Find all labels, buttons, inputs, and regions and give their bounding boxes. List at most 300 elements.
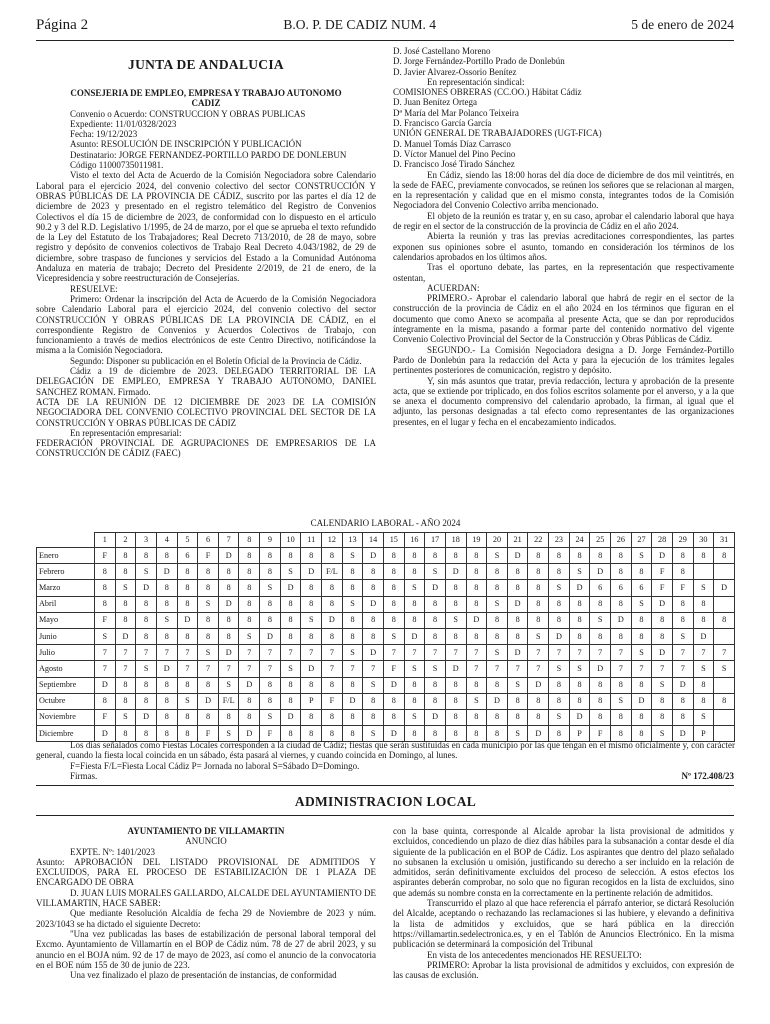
section-title-admin: ADMINISTRACION LOCAL xyxy=(294,794,477,809)
calendar-cell: S xyxy=(342,645,363,661)
calendar-cell: 8 xyxy=(95,580,116,596)
calendar-cell: S xyxy=(280,564,301,580)
calendar-cell: 8 xyxy=(652,612,673,628)
calendar-cell: D xyxy=(569,580,590,596)
calendar-cell: 8 xyxy=(177,709,198,725)
calendar-cell: 8 xyxy=(342,677,363,693)
union-name: UNIÓN GENERAL DE TRABAJADORES (UGT-FICA) xyxy=(393,128,602,139)
calendar-month-row xyxy=(37,677,735,693)
calendar-cell: 8 xyxy=(404,564,425,580)
calendar-cell: S xyxy=(404,709,425,725)
calendar-cell: 8 xyxy=(693,693,714,709)
calendar-cell: P xyxy=(301,693,322,709)
calendar-cell: 7 xyxy=(260,661,281,677)
calendar-cell: D xyxy=(693,628,714,644)
calendar-cell: 8 xyxy=(363,612,384,628)
calendar-cell: S xyxy=(425,564,446,580)
calendar-cell: S xyxy=(95,628,116,644)
calendar-cell: D xyxy=(590,564,611,580)
calendar-cell: 8 xyxy=(198,612,219,628)
firmas-label: Firmas. xyxy=(70,770,98,781)
calendar-cell: 8 xyxy=(549,548,570,564)
calendar-cell: S xyxy=(466,693,487,709)
calendar-cell: S xyxy=(528,628,549,644)
info-line: Expediente: 11/01/0328/2023 xyxy=(70,118,177,129)
calendar-month-label: Diciembre xyxy=(37,726,95,742)
calendar-day-number: 11 xyxy=(301,533,322,548)
calendar-cell: 8 xyxy=(425,612,446,628)
calendar-day-number: 17 xyxy=(425,533,446,548)
calendar-cell: F xyxy=(260,726,281,742)
calendar-cell: 8 xyxy=(383,709,404,725)
calendar-cell: 7 xyxy=(301,645,322,661)
calendar-cell: 8 xyxy=(239,564,260,580)
calendar-cell: D xyxy=(218,596,239,612)
calendar-cell: 6 xyxy=(611,580,632,596)
ayuntamiento-title: AYUNTAMIENTO DE VILLAMARTIN xyxy=(127,826,285,836)
calendar-cell: D xyxy=(507,596,528,612)
calendar-cell: S xyxy=(136,661,157,677)
calendar-month-row xyxy=(37,564,735,580)
calendar-cell: 7 xyxy=(239,645,260,661)
calendar-cell: F/L xyxy=(322,564,343,580)
calendar-cell: 8 xyxy=(218,709,239,725)
calendar-cell: 8 xyxy=(280,726,301,742)
calendar-cell: F xyxy=(652,564,673,580)
calendar-cell: 8 xyxy=(198,564,219,580)
calendar-day-number: 10 xyxy=(280,533,301,548)
calendar-cell: 8 xyxy=(611,709,632,725)
calendar-cell: D xyxy=(631,693,652,709)
calendar-cell: 8 xyxy=(280,693,301,709)
calendar-cell: 8 xyxy=(487,677,508,693)
calendar-cell: S xyxy=(136,564,157,580)
calendar-cell: 8 xyxy=(280,548,301,564)
calendar-cell: D xyxy=(136,709,157,725)
calendar-cell: 6 xyxy=(177,548,198,564)
member-name: D. Manuel Tomás Díaz Carrasco xyxy=(393,138,511,149)
calendar-cell: 8 xyxy=(156,693,177,709)
calendar-cell: 8 xyxy=(383,548,404,564)
calendar-cell: 8 xyxy=(611,677,632,693)
calendar-cell: 7 xyxy=(95,645,116,661)
calendar-cell: 8 xyxy=(528,612,549,628)
calendar-cell: 8 xyxy=(198,628,219,644)
calendar-cell: 7 xyxy=(218,661,239,677)
calendar-cell: S xyxy=(611,693,632,709)
calendar-cell: 8 xyxy=(136,548,157,564)
calendar-cell: 8 xyxy=(177,564,198,580)
calendar-cell: D xyxy=(507,645,528,661)
calendar-month-row xyxy=(37,628,735,644)
calendar-cell: F xyxy=(95,709,116,725)
calendar-month-label: Agosto xyxy=(37,661,95,677)
calendar-cell: 7 xyxy=(549,645,570,661)
calendar-cell: 8 xyxy=(115,693,136,709)
calendar-cell: D xyxy=(115,628,136,644)
calendar-cell: S xyxy=(342,596,363,612)
calendar-month-label: Enero xyxy=(37,548,95,564)
calendar-cell: 7 xyxy=(95,661,116,677)
calendar-month-row xyxy=(37,596,735,612)
calendar-day-number: 30 xyxy=(693,533,714,548)
calendar-cell: 8 xyxy=(363,580,384,596)
calendar-cell: 8 xyxy=(507,693,528,709)
calendar-cell: 8 xyxy=(404,612,425,628)
calendar-cell: S xyxy=(425,661,446,677)
calendar-cell: 8 xyxy=(383,580,404,596)
calendar-cell: 8 xyxy=(425,677,446,693)
calendar-day-number: 16 xyxy=(404,533,425,548)
calendar-note: Los días señalados como Fiestas Locales corresponden a la ciudad de Cádiz; fiestas que serán sustituidas en cada municipio por las que tengan en el mismo oficialmente y, con carácter general, cuando la fiesta local coincida en un sábado, ésta pasará al viernes, y cuando coincida en Domingo, al lunes. xyxy=(36,740,735,761)
info-line: Asunto: RESOLUCIÓN DE INSCRIPCIÓN Y PUBLICACIÓN xyxy=(70,139,302,150)
calendar-cell: D xyxy=(487,693,508,709)
calendar-cell: 8 xyxy=(714,693,735,709)
calendar-cell: 8 xyxy=(672,564,693,580)
calendar-day-number: 29 xyxy=(672,533,693,548)
calendar-cell: S xyxy=(693,709,714,725)
calendar-cell: S xyxy=(569,661,590,677)
calendar-cell: 8 xyxy=(693,596,714,612)
calendar-cell: 8 xyxy=(198,580,219,596)
calendar-cell: S xyxy=(549,580,570,596)
calendar-month-label: Septiembre xyxy=(37,677,95,693)
calendar-cell: 8 xyxy=(136,677,157,693)
asunto: Asunto: APROBACIÓN DEL LISTADO PROVISIONAL DE ADMITIDOS Y EXCLUIDOS, PARA EL PROCESO DE ESTABILIZACIÓN DE 1 PLAZA DE ENCARGADO DE OBRA xyxy=(36,856,376,888)
calendar-cell: 8 xyxy=(693,548,714,564)
calendar-cell: 7 xyxy=(115,661,136,677)
calendar-cell xyxy=(714,628,735,644)
publication-title: B.O. P. DE CADIZ NUM. 4 xyxy=(283,17,436,32)
calendar-cell: 7 xyxy=(507,661,528,677)
paragraph: Una vez finalizado el plazo de presentación de instancias, de conformidad xyxy=(70,970,337,981)
calendar-cell: 8 xyxy=(528,693,549,709)
calendar-cell: 8 xyxy=(569,677,590,693)
calendar-cell: 8 xyxy=(260,693,281,709)
calendar-cell: 8 xyxy=(177,596,198,612)
calendar-cell xyxy=(693,564,714,580)
calendar-cell: 8 xyxy=(714,612,735,628)
calendar-cell: 8 xyxy=(652,628,673,644)
calendar-cell: 8 xyxy=(445,628,466,644)
calendar-day-number: 3 xyxy=(136,533,157,548)
calendar-cell: S xyxy=(218,726,239,742)
calendar-month-row xyxy=(37,661,735,677)
paragraph: Primero: Ordenar la inscripción del Acta de Acuerdo de la Comisión Negociadora sobre Calendario Laboral para el ejercicio 2024, del convenio colectivo del sector CONSTRUCCIÓN Y OBRAS PÚBLICAS DE LA PROVINCIA DE CÁDIZ, en el correspondiente Registro de Convenios y Acuerdos Colectivos de Trabajo, con funcionamiento a través de medios electrónicos de este Centro Directivo, notificándose la misma a la Comisión Negociadora. xyxy=(36,293,376,356)
calendar-cell: 6 xyxy=(631,580,652,596)
calendar-cell: D xyxy=(301,661,322,677)
calendar-cell: S xyxy=(590,612,611,628)
calendar-cell: 7 xyxy=(177,661,198,677)
calendar-day-number: 20 xyxy=(487,533,508,548)
calendar-table xyxy=(36,532,735,742)
calendar-cell: D xyxy=(95,726,116,742)
calendar-cell: 8 xyxy=(631,709,652,725)
calendar-cell: 8 xyxy=(590,693,611,709)
calendar-cell: 7 xyxy=(156,645,177,661)
calendar-cell: 8 xyxy=(549,612,570,628)
calendar-cell: 8 xyxy=(342,580,363,596)
calendar-cell: 7 xyxy=(693,645,714,661)
calendar-cell: 8 xyxy=(239,612,260,628)
calendar-cell: S xyxy=(156,612,177,628)
paragraph: con la base quinta, corresponde al Alcalde aprobar la lista provisional de admitidos y excluidos, concediendo un plazo de diez días hábiles para la subsanación a contar desde el día siguiente de la publicación en el BOP de Cádiz. Los aspirantes que dentro del plazo señalado no subsanen la exclusión u omisión, justificando su derecho a ser incluido en la relación de admitidos, serán definitivamente excluidos del proceso de selección. A estos efectos los aspirantes deberán comprobar, no solo que no figuran recogidos en la lista de excluidos, sino que además su nombre consta en la correctamente en la pertinente relación de admitidos. xyxy=(393,826,734,898)
calendar-cell: F xyxy=(672,580,693,596)
calendar-day-number: 9 xyxy=(260,533,281,548)
calendar-cell: S xyxy=(301,612,322,628)
paragraph: PRIMERO: Aprobar la lista provisional de admitidos y excluidos, con expresión de las causas de exclusión. xyxy=(393,959,734,981)
admin-right-column xyxy=(393,826,734,980)
paragraph: En Cádiz, siendo las 18:00 horas del día doce de diciembre de dos mil veintitrés, en la sede de FAEC, previamente convocados, se reúnen los señores que se relacionan al margen, en la representación y calidad que en el mismo consta, integrantes todos de la Comisión Negociadora del Convenio Colectivo arriba mencionado. xyxy=(393,169,734,211)
calendar-cell: 8 xyxy=(342,628,363,644)
calendar-cell: 8 xyxy=(714,548,735,564)
member-name: D. Javier Alvarez-Ossorio Benítez xyxy=(393,66,517,77)
calendar-cell: 7 xyxy=(672,661,693,677)
consejeria-city: CADIZ xyxy=(191,98,221,109)
calendar-cell: 8 xyxy=(322,548,343,564)
resuelve-heading: RESUELVE: xyxy=(70,283,118,294)
calendar-cell: F xyxy=(652,580,673,596)
calendar-cell: 8 xyxy=(322,628,343,644)
calendar-cell: S xyxy=(714,661,735,677)
calendar-month-row xyxy=(37,580,735,596)
member-name: D. Francisco José Tirado Sánchez xyxy=(393,159,515,170)
calendar-cell: 8 xyxy=(218,580,239,596)
member-name: D. Francisco García García xyxy=(393,118,492,129)
calendar-cell: S xyxy=(631,548,652,564)
paragraph: Abierta la reunión y tras las previas acreditaciones correspondientes, las partes exponen sus opiniones sobre el asunto, tomando en consideración los términos de los calendarios aprobados en los últimos años. xyxy=(393,231,734,262)
calendar-day-header xyxy=(37,533,735,548)
calendar-cell: 7 xyxy=(363,661,384,677)
calendar-cell: 8 xyxy=(445,580,466,596)
calendar-cell: 8 xyxy=(404,693,425,709)
calendar-cell: S xyxy=(363,726,384,742)
calendar-cell: 8 xyxy=(528,709,549,725)
calendar-cell: 8 xyxy=(95,564,116,580)
calendar-cell: 8 xyxy=(507,580,528,596)
calendar-cell: 8 xyxy=(672,548,693,564)
calendar-cell: S xyxy=(487,596,508,612)
calendar-day-number: 13 xyxy=(342,533,363,548)
calendar-cell: D xyxy=(672,677,693,693)
calendar-cell: F xyxy=(322,693,343,709)
calendar-cell: 8 xyxy=(611,628,632,644)
calendar-cell: 7 xyxy=(136,645,157,661)
calendar-cell: 7 xyxy=(466,661,487,677)
calendar-cell: 8 xyxy=(507,709,528,725)
calendar-notes xyxy=(36,740,735,781)
calendar-cell: 7 xyxy=(445,645,466,661)
calendar-cell xyxy=(714,596,735,612)
calendar-cell: D xyxy=(342,693,363,709)
calendar-cell: S xyxy=(631,645,652,661)
calendar-cell: 8 xyxy=(177,580,198,596)
calendar-cell: 7 xyxy=(115,645,136,661)
calendar-cell: S xyxy=(549,709,570,725)
calendar-cell: 8 xyxy=(218,612,239,628)
calendar-month-row xyxy=(37,645,735,661)
calendar-day-number: 1 xyxy=(95,533,116,548)
calendar-cell: S xyxy=(342,548,363,564)
calendar-day-number: 19 xyxy=(466,533,487,548)
calendar-cell: 8 xyxy=(507,612,528,628)
calendar-cell: 8 xyxy=(342,709,363,725)
calendar-cell: 8 xyxy=(95,693,116,709)
calendar-cell: 8 xyxy=(363,709,384,725)
calendar-cell: S xyxy=(672,628,693,644)
paragraph: "Una vez publicadas las bases de estabilización de personal laboral temporal del Excmo. Ayuntamiento de Villamartín en el BOP de Cádiz núm. 78 de 27 de abril 2023, y su anuncio en el BOJA núm. 92 de 17 de mayo de 2023, así como el anuncio de la convocatoria en el BOE núm 155 de 30 de junio de 223. xyxy=(36,928,376,970)
calendar-cell: D xyxy=(652,645,673,661)
calendar-cell: 8 xyxy=(445,709,466,725)
calendar-cell: 8 xyxy=(445,548,466,564)
calendar-cell: D xyxy=(363,548,384,564)
calendar-cell: 7 xyxy=(342,661,363,677)
calendar-cell: 8 xyxy=(487,709,508,725)
member-name: D. Víctor Manuel del Pino Pecino xyxy=(393,148,516,159)
calendar-cell: D xyxy=(363,645,384,661)
calendar-cell: 8 xyxy=(549,693,570,709)
calendar-cell: 8 xyxy=(115,548,136,564)
calendar-cell: 8 xyxy=(156,709,177,725)
section-title-junta: JUNTA DE ANDALUCIA xyxy=(128,57,284,72)
calendar-cell: D xyxy=(569,709,590,725)
calendar-caption: CALENDARIO LABORAL - AÑO 2024 xyxy=(310,518,461,528)
calendar-cell: S xyxy=(218,677,239,693)
calendar-cell: 7 xyxy=(239,661,260,677)
calendar-cell: S xyxy=(569,564,590,580)
calendar-cell: 8 xyxy=(445,596,466,612)
calendar-cell: 8 xyxy=(322,596,343,612)
calendar-cell: D xyxy=(549,628,570,644)
calendar-month-label: Febrero xyxy=(37,564,95,580)
calendar-cell: S xyxy=(549,661,570,677)
calendar-day-number: 7 xyxy=(218,533,239,548)
calendar-cell: D xyxy=(507,548,528,564)
calendar-cell: 8 xyxy=(280,612,301,628)
calendar-cell: 8 xyxy=(404,596,425,612)
representation-label: En representación sindical: xyxy=(427,76,525,87)
calendar-cell: 8 xyxy=(590,677,611,693)
calendar-cell: D xyxy=(156,661,177,677)
calendar-day-number: 18 xyxy=(445,533,466,548)
calendar-cell: 8 xyxy=(404,548,425,564)
calendar-cell: 8 xyxy=(115,596,136,612)
calendar-month-row xyxy=(37,693,735,709)
calendar-day-number: 23 xyxy=(549,533,570,548)
calendar-day-number: 31 xyxy=(714,533,735,548)
anuncio-label: ANUNCIO xyxy=(185,836,227,847)
calendar-cell: 8 xyxy=(569,612,590,628)
paragraph: El objeto de la reunión es tratar y, en su caso, aprobar el calendario laboral que haya de regir en el sector de la construcción de la provincia de Cádiz en el año 2024. xyxy=(393,210,734,232)
calendar-cell: 8 xyxy=(528,564,549,580)
calendar-cell: D xyxy=(280,709,301,725)
calendar-cell: 8 xyxy=(466,564,487,580)
calendar-cell: 8 xyxy=(136,726,157,742)
calendar-cell: D xyxy=(404,628,425,644)
calendar-month-row xyxy=(37,709,735,725)
calendar-cell: 8 xyxy=(239,693,260,709)
calendar-cell: 8 xyxy=(383,612,404,628)
calendar-cell: S xyxy=(260,709,281,725)
calendar-cell: 8 xyxy=(280,628,301,644)
calendar-cell: S xyxy=(260,580,281,596)
calendar-cell: D xyxy=(177,612,198,628)
calendar-cell: 8 xyxy=(549,677,570,693)
calendar-cell: 8 xyxy=(652,693,673,709)
info-line: Convenio o Acuerdo: CONSTRUCCION Y OBRAS PUBLICAS xyxy=(70,108,306,119)
calendar-cell: 8 xyxy=(631,564,652,580)
calendar-cell: F xyxy=(198,548,219,564)
junta-right-column xyxy=(393,46,734,427)
calendar-cell: 7 xyxy=(383,645,404,661)
calendar-cell: D xyxy=(322,612,343,628)
calendar-month-row xyxy=(37,548,735,564)
calendar-cell: 8 xyxy=(363,693,384,709)
calendar-cell: 8 xyxy=(260,612,281,628)
calendar-day-number: 26 xyxy=(611,533,632,548)
calendar-cell: 8 xyxy=(631,628,652,644)
info-line: Fecha: 19/12/2023 xyxy=(70,129,138,140)
calendar-day-number: 6 xyxy=(198,533,219,548)
calendar-cell: S xyxy=(198,645,219,661)
calendar-cell: D xyxy=(301,564,322,580)
calendar-cell: 8 xyxy=(301,677,322,693)
calendar-cell: 8 xyxy=(383,564,404,580)
calendar-day-number: 22 xyxy=(528,533,549,548)
calendar-cell: F/L xyxy=(218,693,239,709)
calendar-cell: 7 xyxy=(652,661,673,677)
calendar-day-number: 12 xyxy=(322,533,343,548)
announcement-number: Nº 172.408/23 xyxy=(681,771,734,781)
calendar-cell: F xyxy=(95,612,116,628)
calendar-cell: 8 xyxy=(590,709,611,725)
signature-paragraph: Cádiz a 19 de diciembre de 2023. DELEGADO TERRITORIAL DE LA DELEGACIÓN DE EMPLEO, EMPRESA Y TRABAJO AUTONOMO, DANIEL SANCHEZ ROMAN. Firmado. xyxy=(36,366,376,397)
calendar-cell: 8 xyxy=(156,548,177,564)
calendar-cell: 8 xyxy=(342,612,363,628)
calendar-cell: 8 xyxy=(425,726,446,742)
page-header xyxy=(36,14,734,36)
calendar-day-number: 28 xyxy=(652,533,673,548)
calendar-cell: 8 xyxy=(156,677,177,693)
calendar-cell: 8 xyxy=(487,726,508,742)
calendar-cell: S xyxy=(693,661,714,677)
calendar-cell: 6 xyxy=(590,580,611,596)
calendar-cell: 8 xyxy=(425,693,446,709)
calendar-cell: 7 xyxy=(528,645,549,661)
paragraph: Segundo: Disponer su publicación en el Boletín Oficial de la Provincia de Cádiz. xyxy=(70,355,362,366)
calendar-cell: 8 xyxy=(487,564,508,580)
calendar-cell: 8 xyxy=(590,596,611,612)
calendar-cell: 8 xyxy=(631,726,652,742)
calendar-cell: D xyxy=(95,677,116,693)
calendar-cell: 7 xyxy=(611,661,632,677)
calendar-day-number: 4 xyxy=(156,533,177,548)
calendar-cell: F xyxy=(95,548,116,564)
calendar-cell: 8 xyxy=(672,596,693,612)
calendar-cell: 8 xyxy=(156,726,177,742)
calendar-cell: P xyxy=(569,726,590,742)
member-name: D. Jorge Fernández-Portillo Prado de Donlebún xyxy=(393,56,565,67)
calendar-cell xyxy=(714,677,735,693)
calendar-cell: 8 xyxy=(156,596,177,612)
federation-name: FEDERACIÓN PROVINCIAL DE AGRUPACIONES DE EMPRESARIOS DE LA CONSTRUCCIÓN DE CÁDIZ (FAEC) xyxy=(36,438,376,459)
calendar-cell: 8 xyxy=(260,564,281,580)
calendar-cell xyxy=(714,564,735,580)
calendar-cell: S xyxy=(198,596,219,612)
consejeria-title: CONSEJERIA DE EMPLEO, EMPRESA Y TRABAJO AUTONOMO xyxy=(70,88,342,98)
calendar-cell: 8 xyxy=(115,726,136,742)
calendar-cell: D xyxy=(652,596,673,612)
